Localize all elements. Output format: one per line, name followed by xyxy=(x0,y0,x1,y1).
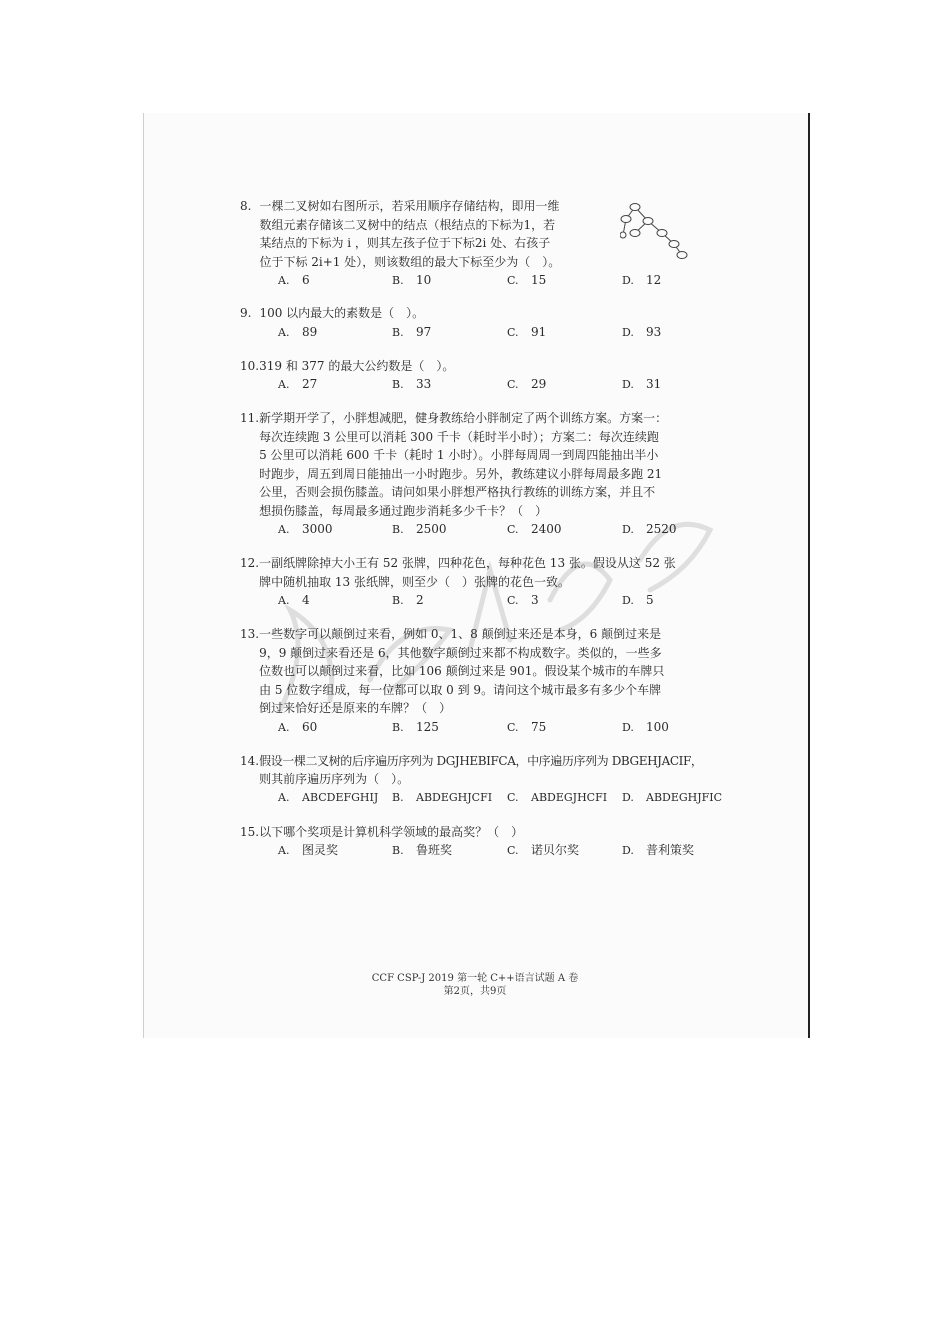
option-d: D. 93 xyxy=(622,324,662,339)
tree-node xyxy=(630,204,640,211)
option-d: D. 5 xyxy=(622,593,654,607)
question-number: 14. xyxy=(240,753,260,768)
question-13 xyxy=(240,625,720,736)
question-text-line: 位于下标 2i+1 处），则该数组的最大下标至少为（ ）。 xyxy=(259,254,561,269)
option-c: C. 29 xyxy=(507,377,547,391)
options-row xyxy=(240,591,720,609)
option-d: D. 2520 xyxy=(622,522,677,536)
question-text-line: 某结点的下标为 i ，则其左孩子位于下标2i 处、右孩子 xyxy=(259,236,551,250)
question-list xyxy=(240,197,723,859)
option-d: D. ABDEGHJFIC xyxy=(622,790,723,804)
question-14 xyxy=(240,752,723,807)
option-b: B. 125 xyxy=(392,719,439,734)
option-a: A. ABCDEFGHIJ xyxy=(278,790,379,804)
page-number: 第2页，共9页 xyxy=(443,986,507,997)
exam-title: CCF CSP-J 2019 第一轮 C++语言试题 A 卷 xyxy=(371,973,579,984)
option-a: A. 4 xyxy=(278,593,310,607)
options-row xyxy=(240,841,720,859)
question-10 xyxy=(240,357,720,394)
question-text-line: 一副纸牌除掉大小王有 52 张牌，四种花色，每种花色 13 张。假设从这 52 张 xyxy=(259,556,676,570)
options-row xyxy=(240,323,720,341)
option-d: D. 100 xyxy=(622,719,669,734)
binary-tree-figure xyxy=(620,197,710,267)
question-9 xyxy=(240,304,720,341)
option-c: C. 75 xyxy=(507,719,547,734)
question-11 xyxy=(240,409,720,538)
tree-node xyxy=(630,230,640,237)
question-text-line: 由 5 位数字组成，每一位都可以取 0 到 9。请问这个城市最多有多少个车牌 xyxy=(259,682,662,697)
question-number: 11. xyxy=(240,411,260,425)
option-c: C. 诺贝尔奖 xyxy=(507,843,580,857)
option-a: A. 89 xyxy=(278,324,318,339)
options-row xyxy=(240,375,720,393)
page-footer xyxy=(143,972,807,998)
question-number: 12. xyxy=(240,556,260,570)
question-text-line: 5 公里可以消耗 600 千卡（耗时 1 小时）。小胖每周周一到周四能抽出半小 xyxy=(259,448,659,462)
question-number: 8. xyxy=(240,199,252,213)
question-text-line: 一棵二叉树如右图所示，若采用顺序存储结构，即用一维 xyxy=(259,199,560,213)
option-b: B. 33 xyxy=(392,377,432,391)
option-a: A. 3000 xyxy=(278,522,333,536)
question-text-line: 以下哪个奖项是计算机科学领域的最高奖？（ ） xyxy=(259,824,524,839)
options-row xyxy=(240,789,723,807)
question-text-line: 每次连续跑 3 公里可以消耗 300 千卡（耗时半小时）；方案二：每次连续跑 xyxy=(259,429,659,444)
option-a: A. 60 xyxy=(278,719,318,734)
options-row xyxy=(240,520,720,538)
option-a: A. 6 xyxy=(278,273,310,287)
option-b: B. 97 xyxy=(392,324,432,339)
question-number: 9. xyxy=(240,306,252,320)
option-b: B. 2500 xyxy=(392,522,447,536)
question-number: 10. xyxy=(240,358,260,373)
option-d: D. 普利策奖 xyxy=(622,843,695,857)
option-b: B. ABDEGHJCFI xyxy=(392,790,493,804)
question-text-line: 数组元素存储该二叉树中的结点（根结点的下标为1，若 xyxy=(259,217,556,232)
option-d: D. 12 xyxy=(622,273,662,287)
question-text-line: 319 和 377 的最大公约数是（ ）。 xyxy=(259,358,455,373)
tree-node xyxy=(643,218,653,225)
question-15 xyxy=(240,823,720,860)
question-text-line: 公里，否则会损伤膝盖。请问如果小胖想严格执行教练的训练方案，并且不 xyxy=(259,485,656,499)
option-b: B. 2 xyxy=(392,593,424,607)
question-number: 13. xyxy=(240,627,260,641)
question-text-line: 假设一棵二叉树的后序遍历序列为 DGJHEBIFCA，中序遍历序列为 DBGEHJACIF， xyxy=(259,753,703,768)
tree-node xyxy=(677,252,687,259)
option-c: C. ABDEGJHCFI xyxy=(507,790,608,804)
question-number: 15. xyxy=(240,824,260,839)
option-b: B. 10 xyxy=(392,273,432,287)
question-text-line: 倒过来恰好还是原来的车牌？（ ） xyxy=(259,701,452,715)
tree-node xyxy=(620,232,626,238)
tree-node xyxy=(669,241,679,248)
option-c: C. 2400 xyxy=(507,522,562,536)
options-row xyxy=(240,271,720,289)
question-text-line: 则其前序遍历序列为（ ）。 xyxy=(259,772,410,786)
tree-node xyxy=(621,216,631,223)
question-text-line: 9，9 颠倒过来看还是 6，其他数字颠倒过来都不构成数字。类似的，一些多 xyxy=(259,645,662,660)
question-text-line: 100 以内最大的素数是（ ）。 xyxy=(259,306,425,320)
option-d: D. 31 xyxy=(622,377,662,391)
question-12 xyxy=(240,554,720,609)
question-text-line: 位数也可以颠倒过来看，比如 106 颠倒过来是 901。假设某个城市的车牌只 xyxy=(259,664,665,678)
question-text-line: 时跑步，周五到周日能抽出一小时跑步。另外，教练建议小胖每周最多跑 21 xyxy=(259,466,663,481)
question-text-line: 一些数字可以颠倒过来看，例如 0、1、8 颠倒过来还是本身，6 颠倒过来是 xyxy=(259,627,662,641)
question-text-line: 牌中随机抽取 13 张纸牌，则至少（ ）张牌的花色一致。 xyxy=(259,574,570,589)
option-b: B. 鲁班奖 xyxy=(392,843,453,857)
option-a: A. 图灵奖 xyxy=(278,843,339,857)
option-a: A. 27 xyxy=(278,377,318,391)
question-8 xyxy=(240,197,720,289)
options-row xyxy=(240,718,720,736)
tree-node xyxy=(657,230,667,237)
question-text-line: 想损伤膝盖，每周最多通过跑步消耗多少千卡？（ ） xyxy=(259,503,548,518)
question-text-line: 新学期开学了，小胖想减肥，健身教练给小胖制定了两个训练方案。方案一： xyxy=(259,411,668,425)
option-c: C. 15 xyxy=(507,273,547,287)
option-c: C. 3 xyxy=(507,593,539,607)
option-c: C. 91 xyxy=(507,324,547,339)
